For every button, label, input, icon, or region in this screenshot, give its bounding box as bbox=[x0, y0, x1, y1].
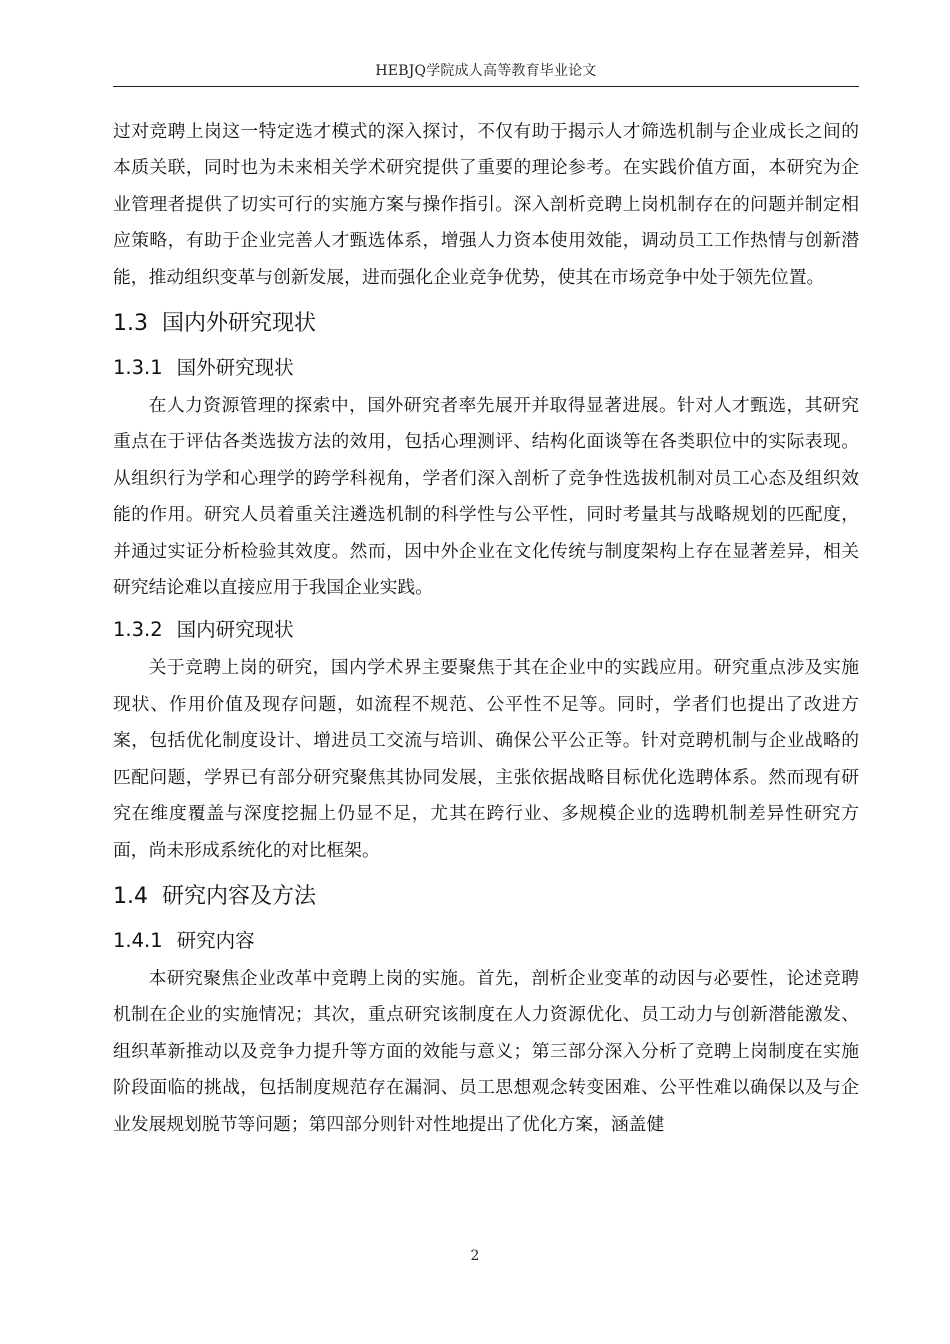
paragraph-research-content: 本研究聚焦企业改革中竞聘上岗的实施。首先，剖析企业变革的动因与必要性，论述竞聘机制在企业的实施情况；其次，重点研究该制度在人力资源优化、员工动力与创新潜能激发、组织革新推动以及竞争力提升等方面的效能与意义；第三部分深入分析了竞聘上岗制度在实施阶段面临的挑战，包括制度规范存在漏洞、员工思想观念转变困难、公平性难以确保以及与企业发展规划脱节等问题；第四部分则针对性地提出了优化方案，涵盖健 bbox=[113, 967, 859, 1135]
page-body bbox=[113, 114, 859, 1143]
heading-1-4 bbox=[113, 877, 859, 917]
heading-1-3-1 bbox=[113, 350, 859, 386]
heading-text: 国内研究现状 bbox=[176, 618, 294, 642]
heading-1-4-1 bbox=[113, 923, 859, 959]
heading-1-3 bbox=[113, 304, 859, 344]
heading-number: 1.3.2 bbox=[113, 618, 163, 642]
paragraph-continuation: 过对竞聘上岗这一特定选才模式的深入探讨，不仅有助于揭示人才筛选机制与企业成长之间的本质关联，同时也为未来相关学术研究提供了重要的理论参考。在实践价值方面，本研究为企业管理者提供了切实可行的实施方案与操作指引。深入剖析竞聘上岗机制存在的问题并制定相应策略，有助于企业完善人才甄选体系，增强人力资本使用效能，调动员工工作热情与创新潜能，推动组织变革与创新发展，进而强化企业竞争优势，使其在市场竞争中处于领先位置。 bbox=[113, 121, 859, 288]
heading-text: 国内外研究现状 bbox=[162, 311, 317, 337]
heading-number: 1.4.1 bbox=[113, 928, 163, 952]
heading-text: 研究内容 bbox=[176, 928, 255, 952]
heading-text: 国外研究现状 bbox=[176, 356, 294, 380]
running-header: HEBJQ学院成人高等教育毕业论文 bbox=[375, 63, 597, 79]
heading-number: 1.3.1 bbox=[113, 356, 163, 380]
heading-1-3-2 bbox=[113, 612, 859, 648]
heading-text: 研究内容及方法 bbox=[162, 883, 317, 909]
paragraph-domestic-research: 关于竞聘上岗的研究，国内学术界主要聚焦于其在企业中的实践应用。研究重点涉及实施现状、作用价值及现存问题，如流程不规范、公平性不足等。同时，学者们也提出了改进方案，包括优化制度设计、增进员工交流与培训、确保公平公正等。针对竞聘机制与企业战略的匹配问题，学界已有部分研究聚焦其协同发展，主张依据战略目标优化选聘体系。然而现有研究在维度覆盖与深度挖掘上仍显不足，尤其在跨行业、多规模企业的选聘机制差异性研究方面，尚未形成系统化的对比框架。 bbox=[113, 657, 859, 861]
heading-number: 1.3 bbox=[113, 311, 148, 337]
page-number: 2 bbox=[470, 1248, 480, 1264]
header-rule bbox=[113, 86, 859, 87]
heading-number: 1.4 bbox=[113, 883, 148, 909]
paragraph-foreign-research: 在人力资源管理的探索中，国外研究者率先展开并取得显著进展。针对人才甄选，其研究重点在于评估各类选拔方法的效用，包括心理测评、结构化面谈等在各类职位中的实际表现。从组织行为学和心理学的跨学科视角，学者们深入剖析了竞争性选拔机制对员工心态及组织效能的作用。研究人员着重关注遴选机制的科学性与公平性，同时考量其与战略规划的匹配度，并通过实证分析检验其效度。然而，因中外企业在文化传统与制度架构上存在显著差异，相关研究结论难以直接应用于我国企业实践。 bbox=[113, 395, 859, 599]
